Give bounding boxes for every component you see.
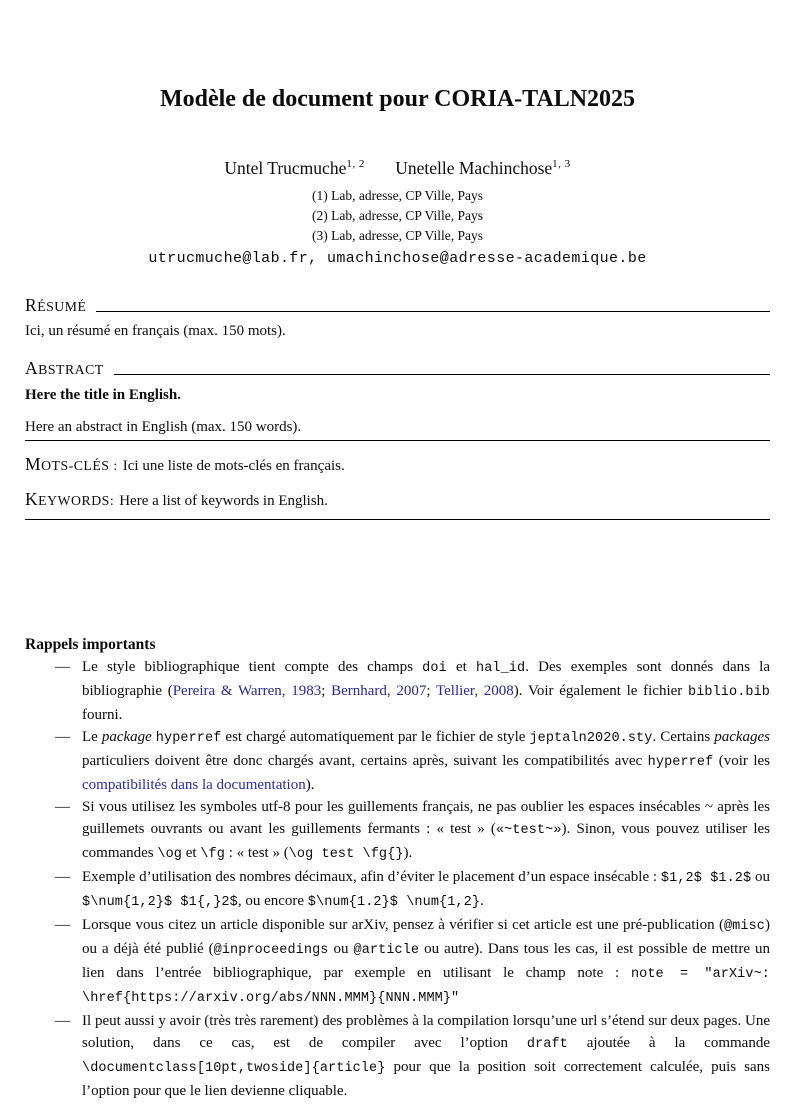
list-dash-marker: —: [55, 798, 70, 815]
keywords-label: KEYWORDS:: [25, 488, 115, 509]
authors-line: [25, 158, 770, 179]
reminders-heading: Rappels importants: [25, 635, 156, 653]
body-text: Si vous utilisez les symboles utf-8 pour les guillements français, ne pas oublier les espaces insécables ~ après les guillemets ouvrants ou avant les guillements fermants : « test » (: [82, 798, 770, 837]
body-text: ). Voir également le fichier: [513, 682, 688, 699]
reminder-item: [55, 656, 771, 726]
inline-code: hal_id: [476, 660, 526, 676]
body-text: ou: [751, 868, 771, 885]
keywords-line: [25, 489, 770, 511]
inline-code: \og: [157, 846, 183, 862]
abstract-header-row: [25, 358, 770, 379]
resume-text: Ici, un résumé en français (max. 150 mots).: [25, 322, 286, 339]
body-text: Lorsque vous citez un article disponible sur arXiv, pensez à vérifier si cet article est une pré-publication (: [82, 916, 724, 933]
body-text: ).: [403, 844, 413, 861]
inline-code: note = "arXiv~: \href{https://arxiv.org/abs/NNN.MMM}{NNN.MMM}": [82, 966, 770, 1006]
list-dash-marker: —: [55, 728, 70, 745]
list-dash-marker: —: [55, 1012, 70, 1029]
body-text: Il peut aussi y avoir (très très rarement) des problèmes à la compilation lorsqu’une url s’étend sur deux pages. Une solution, dans ce cas, est de compiler avec l’option: [82, 1012, 770, 1051]
inline-code: \fg: [200, 846, 225, 862]
inline-code: @article: [353, 942, 420, 958]
motscles-label: MOTS-CLÉS :: [25, 454, 118, 475]
inline-code: $\num{1.2}$ \num{1,2}: [307, 894, 481, 910]
author: [224, 158, 365, 178]
body-text: ou: [328, 940, 354, 957]
body-text: ou autre). Dans tous les cas, il est possible de mettre un lien dans l’entrée bibliographique, par exemple en utilisant le champ note :: [82, 940, 770, 981]
body-text: . Des exemples sont donnés dans la bibliographie (: [82, 658, 770, 699]
author-name: Unetelle Machinchose: [395, 157, 553, 178]
inline-code: @misc: [723, 918, 765, 934]
affiliation-line: (2) Lab, adresse, CP Ville, Pays: [312, 207, 483, 223]
abstract-bottom-rule: [25, 519, 770, 520]
reminder-item: [55, 796, 770, 866]
citation-link[interactable]: Bernhard, 2007: [331, 682, 427, 699]
inline-code: doi: [422, 660, 447, 676]
body-text: Le: [82, 728, 102, 745]
body-text: et: [182, 844, 201, 861]
citation-link[interactable]: Pereira & Warren, 1983: [172, 682, 322, 699]
emphasis-text: package: [101, 728, 152, 745]
body-text: ;: [321, 682, 332, 699]
body-text: et: [446, 658, 477, 675]
abstract-block: [25, 295, 770, 520]
body-text: . Certains: [652, 728, 715, 745]
body-text: .: [480, 892, 484, 909]
resume-label: RÉSUMÉ: [25, 294, 87, 315]
inline-code: $1,2$ $1.2$: [660, 870, 752, 886]
body-text: (voir les: [713, 752, 771, 769]
citation-link[interactable]: Tellier, 2008: [436, 682, 514, 699]
reminder-item: [55, 866, 771, 914]
english-title: Here the title in English.: [25, 386, 181, 403]
reminder-item-text: [82, 729, 770, 793]
reminder-item: [55, 726, 771, 796]
body-text: ).: [305, 776, 315, 793]
list-dash-marker: —: [55, 868, 70, 885]
keywords-text: Here a list of keywords in English.: [119, 492, 328, 509]
inline-code: \og test \fg{}: [288, 846, 404, 862]
reminder-item-text: [82, 869, 770, 909]
abstract-rule: [114, 374, 770, 375]
affiliations-block: [25, 186, 770, 246]
affiliation-line: (3) Lab, adresse, CP Ville, Pays: [312, 227, 483, 243]
body-text: pour que la position soit correctement calculée, puis sans l’option pour que le lien devienne cliquable.: [82, 1058, 770, 1099]
body-text: , ou encore: [237, 892, 308, 909]
inline-code: \documentclass[10pt,twoside]{article}: [82, 1060, 386, 1076]
resume-rule: [96, 311, 770, 312]
body-text: : « test » (: [224, 844, 289, 861]
inline-code: draft: [526, 1036, 568, 1052]
abstract-text: Here an abstract in English (max. 150 words).: [25, 418, 770, 441]
reminder-item: [55, 914, 770, 1010]
body-text: ;: [426, 682, 436, 699]
body-text: Le style bibliographique tient compte des champs: [82, 658, 423, 675]
affiliation-line: (1) Lab, adresse, CP Ville, Pays: [312, 187, 483, 203]
author: [395, 158, 570, 178]
motscles-text: Ici une liste de mots-clés en français.: [122, 458, 345, 475]
list-dash-marker: —: [55, 658, 70, 675]
inline-code: biblio.bib: [688, 684, 771, 700]
inline-code: jeptaln2020.sty: [529, 730, 653, 746]
reminders-section: [25, 634, 770, 1102]
list-dash-marker: —: [55, 916, 70, 933]
author-name: Untel Trucmuche: [224, 157, 347, 178]
body-text: ajoutée à la commande: [567, 1034, 770, 1051]
author-superscript: 1, 2: [346, 157, 365, 170]
author-superscript: 1, 3: [552, 157, 571, 170]
inline-code: hyperref: [647, 754, 714, 770]
reminder-item-text: [82, 1013, 770, 1099]
motscles-line: [25, 454, 770, 476]
reminder-item-text: [82, 917, 770, 1005]
abstract-label: ABSTRACT: [25, 357, 104, 378]
hyperlink[interactable]: compatibilités dans la documentation: [82, 776, 306, 793]
reminder-item-text: [82, 659, 770, 723]
reminder-item-text: [82, 799, 770, 861]
body-text: est chargé automatiquement par le fichier de style: [221, 728, 530, 745]
reminder-item: [55, 1010, 770, 1102]
body-text: ). Sinon, vous pouvez utiliser les commandes: [82, 820, 770, 861]
paper-title: Modèle de document pour CORIA-TALN2025: [159, 86, 636, 112]
email-line: utrucmuche@lab.fr, umachinchose@adresse-academique.be: [148, 249, 647, 267]
body-text: fourni.: [82, 706, 123, 723]
body-text: particuliers doivent être donc chargés avant, certains après, suivant les compatibilités avec: [82, 752, 648, 769]
emphasis-text: packages: [714, 728, 770, 745]
inline-code: $\num{1,2}$ $1{,}2$: [82, 894, 238, 910]
body-text: Exemple d’utilisation des nombres décimaux, afin d’éviter le placement d’un espace insécable :: [82, 868, 661, 885]
inline-code: @inproceedings: [213, 942, 329, 958]
body-text: ) ou a déjà été publié (: [82, 916, 770, 957]
inline-code: hyperref: [155, 730, 222, 746]
resume-header-row: [25, 295, 770, 316]
inline-code: «~test~»: [495, 822, 562, 838]
